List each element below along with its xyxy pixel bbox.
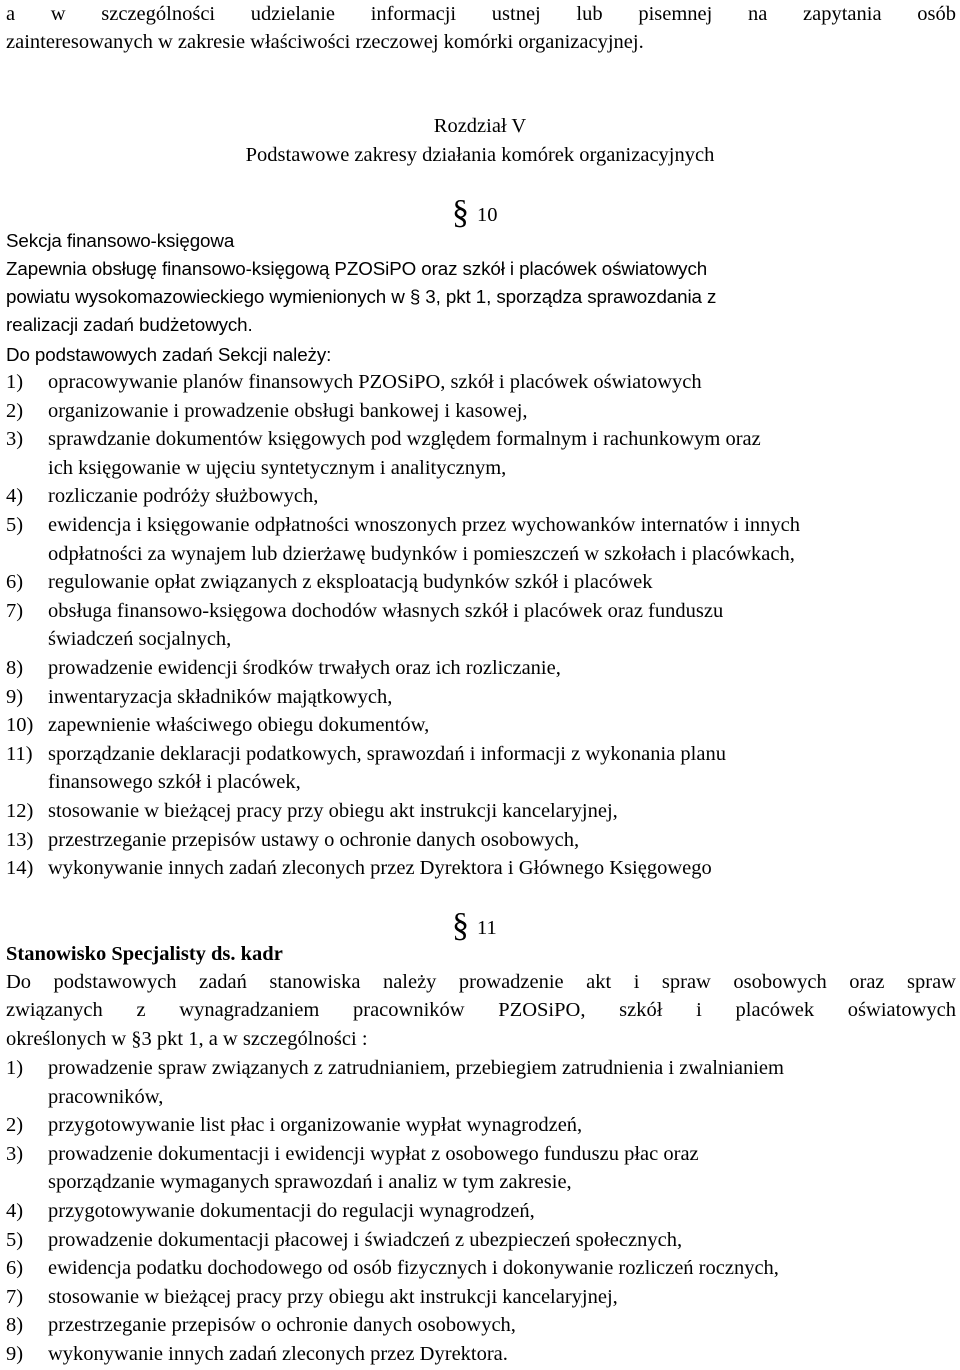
list-item — [6, 854, 956, 883]
list-item-text: obsługa finansowo-księgowa dochodów własnych szkół i placówek oraz funduszu — [48, 599, 724, 622]
list-item — [6, 368, 956, 397]
list-item — [6, 1254, 956, 1283]
list-item — [6, 1226, 956, 1255]
list-item-number: 6) — [6, 571, 24, 594]
list-item — [6, 597, 956, 654]
list-item-number: 3) — [6, 1142, 24, 1165]
section-10-desc-line-3: realizacji zadań budżetowych. — [6, 314, 253, 335]
list-item — [6, 425, 956, 482]
list-item-text: ewidencja i księgowanie odpłatności wnoszonych przez wychowanków internatów i innych — [48, 513, 801, 536]
section-10-desc-line-2: powiatu wysokomazowieckiego wymienionych w § 3, pkt 1, sporządza sprawozdania z — [6, 286, 717, 307]
section-sign-icon: § — [452, 907, 469, 944]
list-item-text: przestrzeganie przepisów ustawy o ochronie danych osobowych, — [48, 828, 580, 851]
intro-line-2: zainteresowanych w zakresie właściwości rzeczowej komórki organizacyjnej. — [6, 31, 644, 53]
paragraph-number: 11 — [477, 917, 497, 939]
list-item-text: wykonywanie innych zadań zleconych przez Dyrektora i Głównego Księgowego — [48, 857, 712, 880]
list-item-number: 1) — [6, 1057, 24, 1079]
list-item — [6, 740, 956, 797]
section-11-heading: Stanowisko Specjalisty ds. kadr — [6, 943, 283, 965]
section-11-desc-line-2: związanych z wynagradzaniem pracowników PZOSiPO, szkół i placówek oświatowych — [6, 999, 956, 1021]
list-item — [6, 1054, 956, 1111]
list-item-text: przestrzeganie przepisów o ochronie danych osobowych, — [48, 1314, 516, 1337]
list-item-text: zapewnienie właściwego obiegu dokumentów, — [48, 714, 430, 737]
section-10-desc-line-1: Zapewnia obsługę finansowo-księgową PZOSiPO oraz szkół i placówek oświatowych — [6, 258, 708, 279]
list-item-text: organizowanie i prowadzenie obsługi bankowej i kasowej, — [48, 399, 528, 422]
chapter-subtitle: Podstawowe zakresy działania komórek organizacyjnych — [245, 144, 715, 166]
list-item-number: 7) — [6, 599, 24, 622]
list-item-text: odpłatności za wynajem lub dzierżawę budynków i pomieszczeń w szkołach i placówkach, — [48, 542, 795, 565]
list-item-number: 14) — [6, 857, 34, 880]
list-item-number: 6) — [6, 1257, 24, 1280]
list-item-number: 2) — [6, 1114, 24, 1137]
list-item-text: rozliczanie podróży służbowych, — [48, 485, 319, 508]
list-item-text: sporządzanie deklaracji podatkowych, sprawozdań i informacji z wykonania planu — [48, 742, 726, 765]
list-item-number: 5) — [6, 1228, 24, 1251]
list-item — [6, 683, 956, 712]
list-item-number: 9) — [6, 1342, 24, 1365]
section-11-task-list — [6, 1054, 956, 1369]
list-item-text: ewidencja podatku dochodowego od osób fizycznych i dokonywanie rozliczeń rocznych, — [48, 1257, 779, 1280]
list-item-number: 9) — [6, 685, 24, 708]
list-item-number: 1) — [6, 371, 24, 393]
section-11-desc-line-1: Do podstawowych zadań stanowiska należy prowadzenie akt i spraw osobowych oraz spraw — [6, 971, 956, 993]
list-item-number: 8) — [6, 1314, 24, 1337]
list-item-number: 8) — [6, 656, 24, 679]
list-item-text: regulowanie opłat związanych z eksploatacją budynków szkół i placówek — [48, 571, 653, 594]
section-11-desc-line-3: określonych w §3 pkt 1, a w szczególności : — [6, 1028, 368, 1050]
list-item-text: inwentaryzacja składników majątkowych, — [48, 685, 393, 708]
list-item-text: przygotowywanie dokumentacji do regulacji wynagrodzeń, — [48, 1199, 535, 1222]
list-item — [6, 711, 956, 740]
list-item-text: sprawdzanie dokumentów księgowych pod względem formalnym i rachunkowym oraz — [48, 428, 761, 451]
list-item — [6, 1311, 956, 1340]
list-item-text: świadczeń socjalnych, — [48, 628, 232, 651]
list-item-number: 3) — [6, 428, 24, 451]
list-item — [6, 1340, 956, 1369]
list-item-number: 13) — [6, 828, 34, 851]
list-item-number: 11) — [6, 742, 33, 765]
list-item — [6, 1197, 956, 1226]
section-10-heading: Sekcja finansowo-księgowa — [6, 230, 235, 251]
list-item-text: prowadzenie dokumentacji płacowej i świadczeń z ubezpieczeń społecznych, — [48, 1228, 683, 1251]
intro-line-1: a w szczególności udzielanie informacji ustnej lub pisemnej na zapytania osób — [6, 3, 956, 25]
section-10-task-list — [6, 368, 956, 883]
list-item-text: finansowego szkół i placówek, — [48, 771, 301, 794]
list-item-text: wykonywanie innych zadań zleconych przez Dyrektora. — [48, 1342, 508, 1365]
list-item-number: 5) — [6, 513, 24, 536]
list-item-text: stosowanie w bieżącej pracy przy obiegu akt instrukcji kancelaryjnej, — [48, 1285, 618, 1308]
list-item-number: 7) — [6, 1285, 24, 1308]
list-item — [6, 826, 956, 855]
list-item-number: 10) — [6, 714, 34, 737]
list-item — [6, 568, 956, 597]
list-item-number: 12) — [6, 799, 34, 822]
list-item-text: opracowywanie planów finansowych PZOSiPO, szkół i placówek oświatowych — [48, 371, 702, 393]
list-item — [6, 511, 956, 568]
paragraph-number: 10 — [477, 204, 498, 226]
list-item-text: przygotowywanie list płac i organizowanie wypłat wynagrodzeń, — [48, 1114, 583, 1137]
paragraph-10-number — [452, 194, 498, 231]
list-item-text: stosowanie w bieżącej pracy przy obiegu akt instrukcji kancelaryjnej, — [48, 799, 618, 822]
list-item — [6, 482, 956, 511]
list-item — [6, 1283, 956, 1312]
list-item — [6, 397, 956, 426]
list-item-text: ich księgowanie w ujęciu syntetycznym i analitycznym, — [48, 456, 507, 479]
list-item-text: pracowników, — [48, 1085, 164, 1108]
list-item-number: 2) — [6, 399, 24, 422]
list-item-text: sporządzanie wymaganych sprawozdań i analiz w tym zakresie, — [48, 1171, 572, 1194]
section-10-tasks-heading: Do podstawowych zadań Sekcji należy: — [6, 344, 332, 365]
list-item-number: 4) — [6, 1199, 24, 1222]
list-item — [6, 654, 956, 683]
list-item-number: 4) — [6, 485, 24, 508]
list-item — [6, 1111, 956, 1140]
list-item-text: prowadzenie dokumentacji i ewidencji wypłat z osobowego funduszu płac oraz — [48, 1142, 699, 1165]
section-sign-icon: § — [452, 194, 469, 231]
list-item-text: prowadzenie ewidencji środków trwałych oraz ich rozliczanie, — [48, 656, 561, 679]
paragraph-11-number — [452, 907, 497, 944]
list-item-text: prowadzenie spraw związanych z zatrudnianiem, przebiegiem zatrudnienia i zwalnianiem — [48, 1057, 784, 1079]
list-item — [6, 797, 956, 826]
chapter-title: Rozdział V — [433, 115, 527, 137]
list-item — [6, 1140, 956, 1197]
